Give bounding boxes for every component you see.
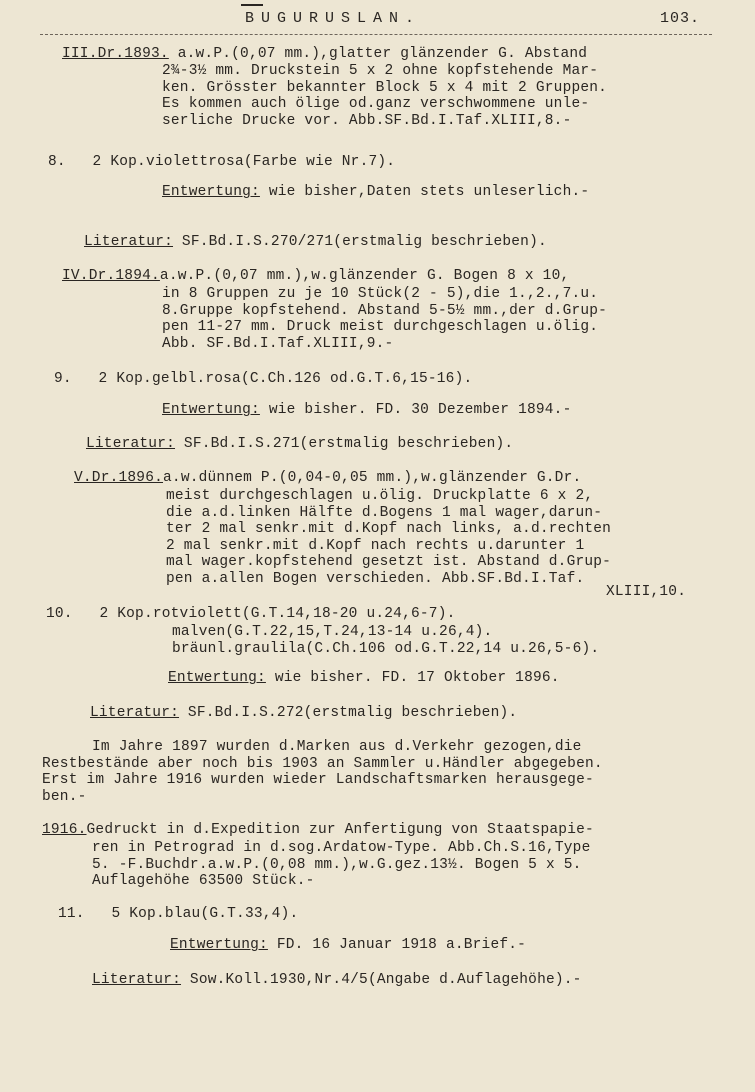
section-v-line-1: a.w.dünnem P.(0,04-0,05 mm.),w.glänzender G.Dr. [163, 470, 582, 486]
cancellation-label-11: Entwertung: [170, 937, 268, 953]
section-iv-line-1: a.w.P.(0,07 mm.),w.glänzender G. Bogen 8 x 10, [159, 268, 570, 284]
literature-10 [90, 705, 517, 722]
section-1916-label: 1916. [42, 822, 87, 838]
section-iv-line-5: Abb. SF.Bd.I.Taf.XLIII,9.- [162, 335, 394, 352]
section-iii-label: III.Dr.1893. [62, 46, 169, 62]
literature-label-10: Literatur: [90, 705, 180, 721]
paragraph-1897-line-2: Restbestände aber noch bis 1903 an Sammler u.Händler abgegeben. [42, 755, 603, 772]
section-iv-label: IV.Dr.1894. [62, 268, 160, 284]
page-title: BUGURUSLAN. [245, 10, 422, 27]
section-1916-first-line [42, 822, 594, 839]
literature-text-10: SF.Bd.I.S.272(erstmalig beschrieben). [179, 705, 518, 721]
literature-label-8: Literatur: [84, 234, 174, 250]
literature-text-9: SF.Bd.I.S.271(erstmalig beschrieben). [175, 436, 514, 452]
stamp-desc-10-line-3: bräunl.graulila(C.Ch.106 od.G.T.22,14 u.26,5-6). [172, 640, 600, 657]
section-v-body [166, 488, 611, 587]
section-iii-line-4: Es kommen auch ölige od.ganz verschwommene unle- [162, 96, 590, 112]
section-v-line-5: 2 mal senkr.mit d.Kopf nach rechts u.darunter 1 [166, 537, 585, 554]
cancellation-10 [168, 670, 560, 687]
stamp-entry-10-variants [172, 624, 599, 657]
stamp-entry-9 [54, 371, 472, 388]
stamp-number-9: 9. [54, 371, 72, 387]
cancellation-label-9: Entwertung: [162, 402, 260, 418]
section-iii-line-2: 2¾-3½ mm. Druckstein 5 x 2 ohne kopfstehende Mar- [162, 63, 599, 79]
literature-label-9: Literatur: [86, 436, 176, 452]
header-divider [40, 34, 712, 35]
stamp-desc-10-line-1: 2 Kop.rotviolett(G.T.14,18-20 u.24,6-7). [99, 606, 456, 622]
stamp-entry-8 [48, 154, 395, 171]
stamp-entry-10 [46, 606, 456, 623]
section-v-line-4: ter 2 mal senkr.mit d.Kopf nach links, a.d.rechten [166, 521, 612, 537]
stamp-number-8: 8. [48, 154, 66, 170]
section-iv-line-4: pen 11-27 mm. Druck meist durchgeschlagen u.ölig. [162, 319, 599, 335]
literature-11 [92, 972, 582, 989]
stamp-desc-9: 2 Kop.gelbl.rosa(C.Ch.126 od.G.T.6,15-16). [98, 371, 473, 387]
section-v-line-7: pen a.allen Bogen verschieden. Abb.SF.Bd.I.Taf. [166, 570, 585, 587]
paragraph-1897-line-1: Im Jahre 1897 wurden d.Marken aus d.Verkehr gezogen,die [92, 739, 582, 755]
cancellation-text-10: wie bisher. FD. 17 Oktober 1896. [265, 670, 560, 686]
paragraph-1897-line-3: Erst im Jahre 1916 wurden wieder Landschaftsmarken herausgege- [42, 772, 594, 788]
section-1916-line-4: Auflagehöhe 63500 Stück.- [92, 873, 315, 889]
cancellation-8 [162, 184, 589, 201]
section-v-line-6: mal wager.kopfstehend gesetzt ist. Abstand d.Grup- [166, 554, 612, 570]
literature-text-11: Sow.Koll.1930,Nr.4/5(Angabe d.Auflagehöhe).- [181, 972, 582, 988]
section-iv-line-3: 8.Gruppe kopfstehend. Abstand 5-5½ mm.,der d.Grup- [162, 302, 608, 319]
stamp-number-11: 11. [58, 906, 85, 922]
section-iii-line-5: serliche Drucke vor. Abb.SF.Bd.I.Taf.XLIII,8.- [162, 112, 572, 129]
cancellation-text-8: wie bisher,Daten stets unleserlich.- [259, 184, 590, 200]
stamp-desc-10-line-2: malven(G.T.22,15,T.24,13-14 u.26,4). [172, 624, 493, 640]
section-iv-body [162, 286, 607, 352]
section-v-line-8: XLIII,10. [606, 584, 687, 600]
cancellation-9 [162, 402, 571, 419]
section-iv-first-line [62, 268, 569, 285]
cancellation-text-11: FD. 16 Januar 1918 a.Brief.- [267, 937, 527, 953]
literature-label-11: Literatur: [92, 972, 182, 988]
section-iii-line-3: ken. Grösster bekannter Block 5 x 4 mit 2 Gruppen. [162, 79, 608, 96]
literature-8 [84, 234, 547, 251]
section-1916-body [92, 840, 590, 890]
section-v-label: V.Dr.1896. [74, 470, 164, 486]
section-iii-line-1: a.w.P.(0,07 mm.),glatter glänzender G. Abstand [168, 46, 588, 62]
section-1916-line-2: ren in Petrograd in d.sog.Ardatow-Type. Abb.Ch.S.16,Type [92, 840, 591, 856]
cancellation-label-10: Entwertung: [168, 670, 266, 686]
stamp-desc-11: 5 Kop.blau(G.T.33,4). [111, 906, 299, 922]
literature-text-8: SF.Bd.I.S.270/271(erstmalig beschrieben). [173, 234, 547, 250]
page-number: 103. [660, 10, 701, 27]
paragraph-1897 [42, 739, 603, 805]
stamp-desc-8: 2 Kop.violettrosa(Farbe wie Nr.7). [92, 154, 396, 170]
cancellation-label-8: Entwertung: [162, 184, 260, 200]
section-1916-line-3: 5. -F.Buchdr.a.w.P.(0,08 mm.),w.G.gez.13½. Bogen 5 x 5. [92, 856, 582, 873]
section-v-line-2: meist durchgeschlagen u.ölig. Druckplatte 6 x 2, [166, 488, 594, 504]
literature-9 [86, 436, 513, 453]
section-v-line-3: die a.d.linken Hälfte d.Bogens 1 mal wager,darun- [166, 504, 603, 521]
section-v-first-line [74, 470, 581, 487]
section-1916-line-1: Gedruckt in d.Expedition zur Anfertigung von Staatspapie- [86, 822, 594, 838]
section-iv-line-2: in 8 Gruppen zu je 10 Stück(2 - 5),die 1.,2.,7.u. [162, 286, 599, 302]
section-iii-first-line [62, 46, 587, 63]
cancellation-text-9: wie bisher. FD. 30 Dezember 1894.- [259, 402, 572, 418]
stamp-entry-11 [58, 906, 298, 923]
section-iii-body [162, 63, 607, 129]
paragraph-1897-line-4: ben.- [42, 788, 87, 805]
cancellation-11 [170, 937, 526, 954]
stamp-number-10: 10. [46, 606, 73, 622]
